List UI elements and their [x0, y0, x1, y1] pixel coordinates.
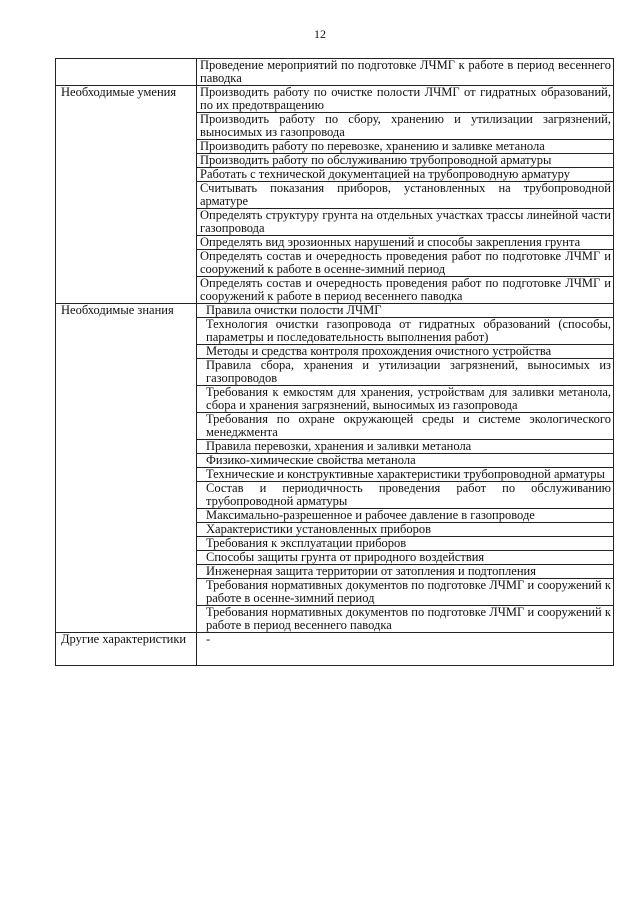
knowledge-item: Состав и периодичность проведения работ по обслуживанию трубопроводной арматуры — [197, 482, 614, 509]
section-label-other: Другие характеристики — [56, 633, 197, 666]
knowledge-item: Правила очистки полости ЛЧМГ — [197, 304, 614, 318]
skill-item: Определять структуру грунта на отдельных участках трассы линейной части газопровода — [197, 209, 614, 236]
other-value: - — [197, 633, 614, 666]
table-row — [56, 304, 614, 318]
knowledge-item: Технические и конструктивные характеристики трубопроводной арматуры — [197, 468, 614, 482]
knowledge-item: Методы и средства контроля прохождения очистного устройства — [197, 345, 614, 359]
skill-item: Считывать показания приборов, установленных на трубопроводной арматуре — [197, 182, 614, 209]
knowledge-item: Требования к емкостям для хранения, устройствам для заливки метанола, сбора и хранения загрязнений, выносимых из газопровода — [197, 386, 614, 413]
row-label-empty — [56, 59, 197, 86]
knowledge-item: Технология очистки газопровода от гидратных образований (способы, параметры и последовательность выполнения работ) — [197, 318, 614, 345]
knowledge-item: Инженерная защита территории от затопления и подтопления — [197, 565, 614, 579]
knowledge-item: Правила сбора, хранения и утилизации загрязнений, выносимых из газопроводов — [197, 359, 614, 386]
skill-item: Производить работу по обслуживанию трубопроводной арматуры — [197, 154, 614, 168]
skill-item: Определять вид эрозионных нарушений и способы закрепления грунта — [197, 236, 614, 250]
skill-item: Производить работу по перевозке, хранению и заливке метанола — [197, 140, 614, 154]
section-label-skills: Необходимые умения — [56, 86, 197, 304]
skill-item: Производить работу по сбору, хранению и утилизации загрязнений, выносимых из газопровода — [197, 113, 614, 140]
knowledge-item: Требования по охране окружающей среды и системе экологического менеджмента — [197, 413, 614, 440]
skill-item: Определять состав и очередность проведения работ по подготовке ЛЧМГ и сооружений к работе в период весеннего паводка — [197, 277, 614, 304]
knowledge-item: Характеристики установленных приборов — [197, 523, 614, 537]
knowledge-item: Физико-химические свойства метанола — [197, 454, 614, 468]
page-number: 12 — [314, 27, 326, 41]
knowledge-item: Правила перевозки, хранения и заливки метанола — [197, 440, 614, 454]
knowledge-item: Требования нормативных документов по подготовке ЛЧМГ и сооружений к работе в период весеннего паводка — [197, 606, 614, 633]
qualification-table — [55, 58, 614, 666]
skill-item: Определять состав и очередность проведения работ по подготовке ЛЧМГ и сооружений к работе в осенне-зимний период — [197, 250, 614, 277]
qualification-table-body — [56, 59, 614, 666]
section-label-knowledge: Необходимые знания — [56, 304, 197, 633]
skill-item: Работать с технической документацией на трубопроводную арматуру — [197, 168, 614, 182]
table-row — [56, 59, 614, 86]
skill-item: Производить работу по очистке полости ЛЧМГ от гидратных образований, по их предотвращению — [197, 86, 614, 113]
table-row — [56, 86, 614, 113]
knowledge-item: Требования к эксплуатации приборов — [197, 537, 614, 551]
table-row — [56, 633, 614, 666]
knowledge-item: Требования нормативных документов по подготовке ЛЧМГ и сооружений к работе в осенне-зимний период — [197, 579, 614, 606]
table-cell-item: Проведение мероприятий по подготовке ЛЧМГ к работе в период весеннего паводка — [197, 59, 614, 86]
knowledge-item: Способы защиты грунта от природного воздействия — [197, 551, 614, 565]
knowledge-item: Максимально-разрешенное и рабочее давление в газопроводе — [197, 509, 614, 523]
